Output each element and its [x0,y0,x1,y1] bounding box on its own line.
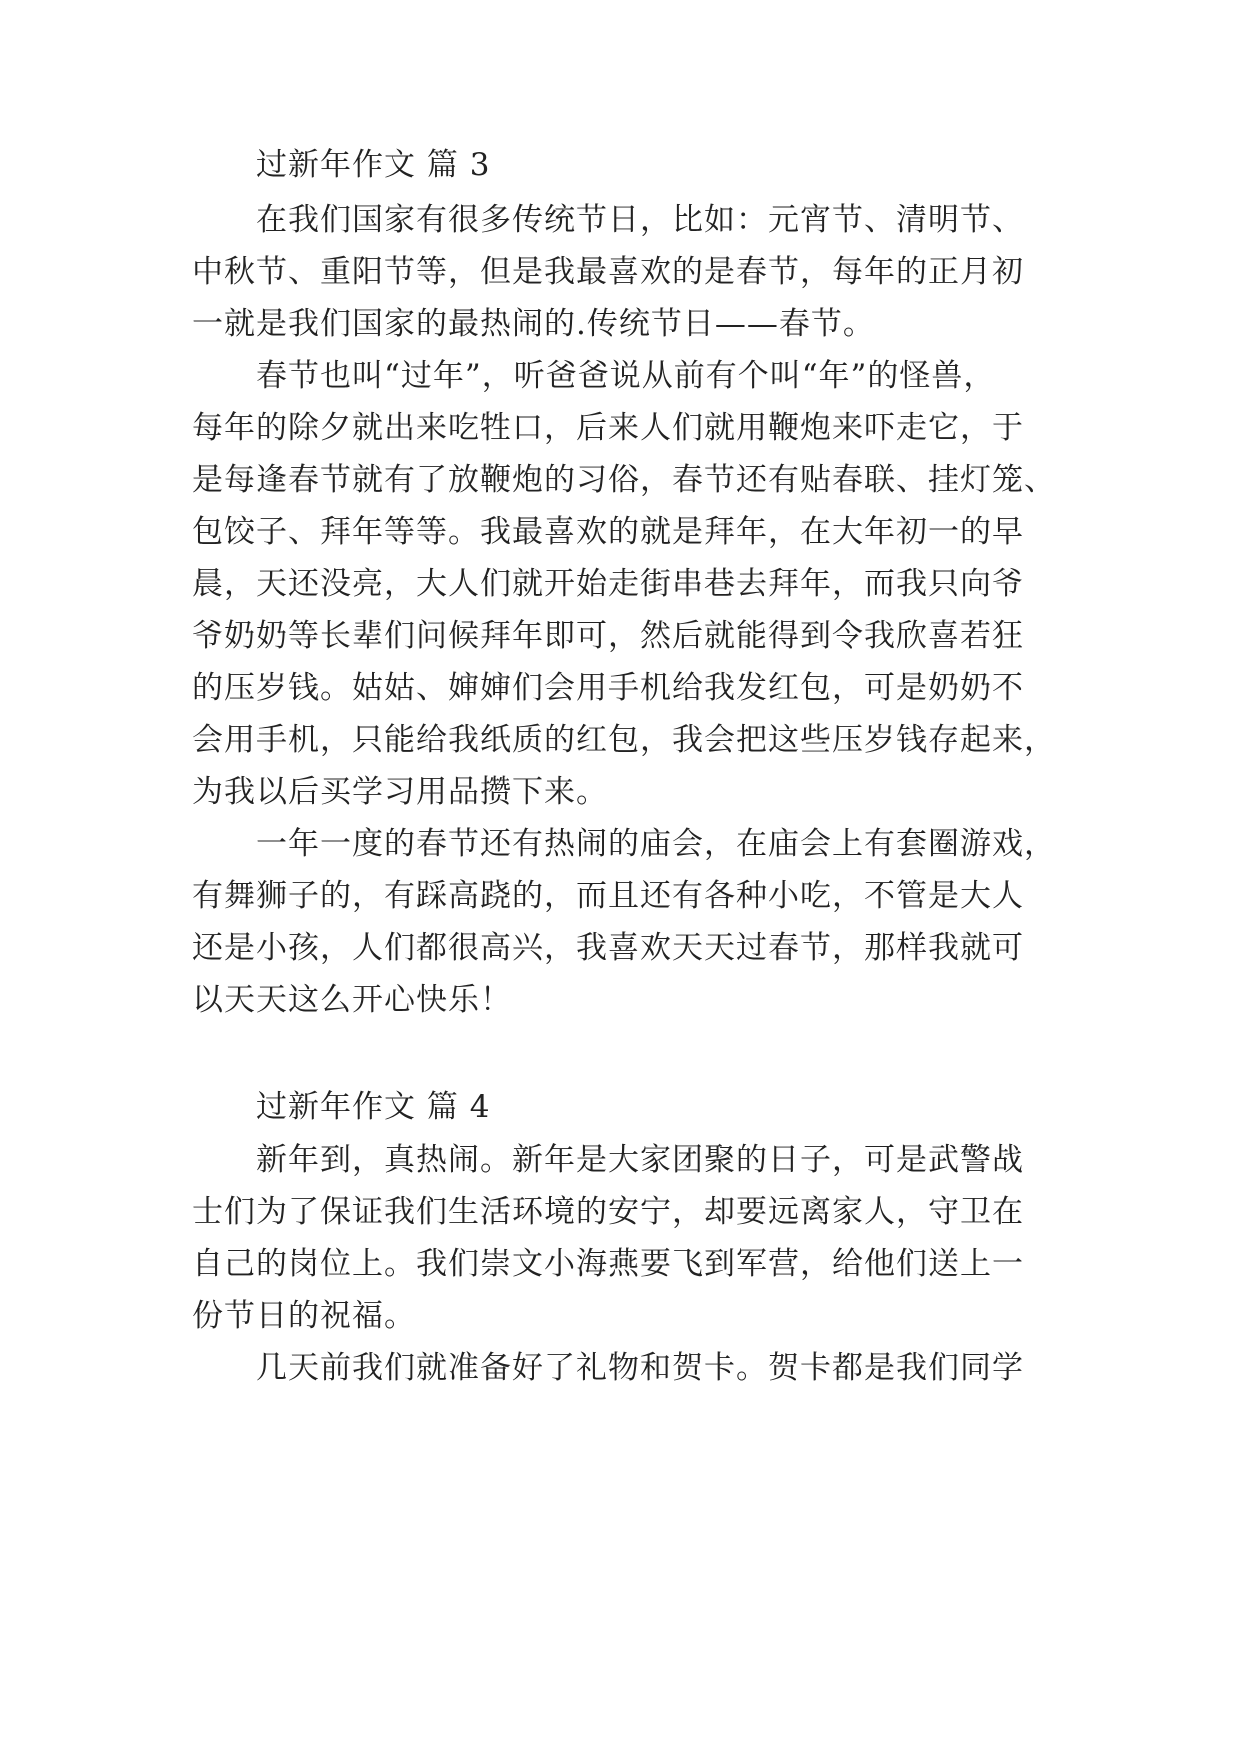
essay4-line: 新年到，真热闹。新年是大家团聚的日子，可是武警战 [256,1142,1024,1178]
essay3-line: 有舞狮子的，有踩高跷的，而且还有各种小吃，不管是大人 [192,878,1024,914]
essay3-line: 春节也叫“过年”，听爸爸说从前有个叫“年”的怪兽， [256,358,996,394]
essay3-line: 爷奶奶等长辈们问候拜年即可，然后就能得到令我欣喜若狂 [192,618,1024,654]
essay3-title: 过新年作文 篇 3 [256,147,491,183]
essay3-line: 在我们国家有很多传统节日，比如：元宵节、清明节、 [256,202,1024,238]
essay3-line: 一年一度的春节还有热闹的庙会，在庙会上有套圈游戏， [256,826,1056,862]
essay3-line: 的压岁钱。姑姑、婶婶们会用手机给我发红包，可是奶奶不 [192,670,1024,706]
essay4-line: 士们为了保证我们生活环境的安宁，却要远离家人，守卫在 [192,1194,1024,1230]
essay4-line: 自己的岗位上。我们崇文小海燕要飞到军营，给他们送上一 [192,1246,1024,1282]
essay4-line: 几天前我们就准备好了礼物和贺卡。贺卡都是我们同学 [256,1350,1024,1386]
essay3-line: 包饺子、拜年等等。我最喜欢的就是拜年，在大年初一的早 [192,514,1024,550]
essay3-line: 会用手机，只能给我纸质的红包，我会把这些压岁钱存起来， [192,722,1056,758]
essay3-line: 中秋节、重阳节等，但是我最喜欢的是春节，每年的正月初 [192,254,1024,290]
essay3-line: 还是小孩，人们都很高兴，我喜欢天天过春节，那样我就可 [192,930,1024,966]
essay3-line: 一就是我们国家的最热闹的.传统节日——春节。 [192,306,875,342]
essay3-line: 以天天这么开心快乐！ [192,982,512,1018]
essay3-line: 晨，天还没亮，大人们就开始走街串巷去拜年，而我只向爷 [192,566,1024,602]
essay3-line: 每年的除夕就出来吃牲口，后来人们就用鞭炮来吓走它，于 [192,410,1024,446]
essay3-line: 是每逢春节就有了放鞭炮的习俗，春节还有贴春联、挂灯笼、 [192,462,1056,498]
essay3-line: 为我以后买学习用品攒下来。 [192,774,608,810]
essay4-line: 份节日的祝福。 [192,1298,416,1334]
essay4-title: 过新年作文 篇 4 [256,1089,491,1125]
